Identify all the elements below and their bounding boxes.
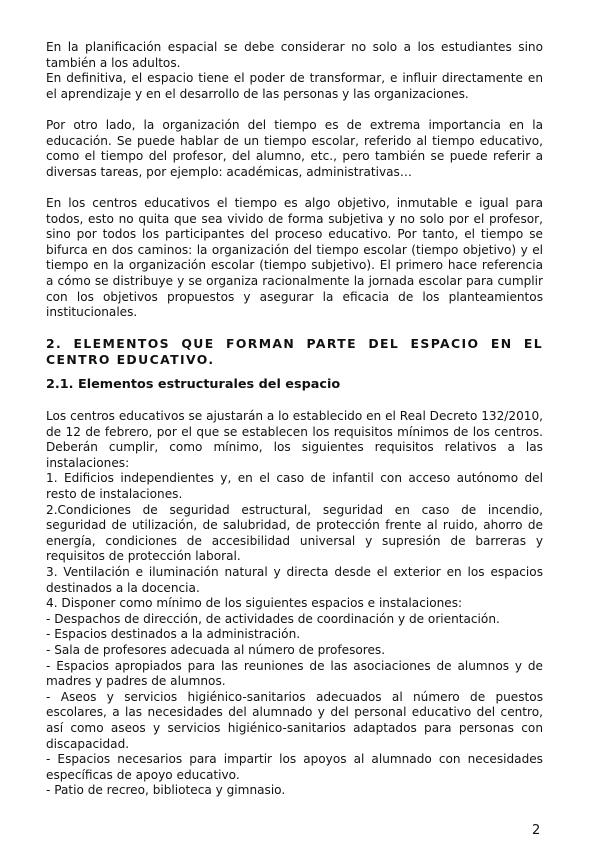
- list-item: 3. Ventilación e iluminación natural y directa desde el exterior en los espacios destinados a la docencia.: [46, 565, 543, 595]
- list-item: - Patio de recreo, biblioteca y gimnasio.: [46, 783, 286, 798]
- list-item: - Espacios necesarios para impartir los apoyos al alumnado con necesidades específicas de apoyo educativo.: [46, 752, 543, 782]
- list-item: 2.Condiciones de seguridad estructural, seguridad en caso de incendio, seguridad de utilización, de salubridad, de protección frente al ruido, ahorro de energía, condiciones de accesibilidad universal y supresión de barreras y requisitos de protección laboral.: [46, 502, 543, 564]
- list-item: 1. Edificios independientes y, en el caso de infantil con acceso autónomo del resto de instalaciones.: [46, 471, 543, 502]
- list-item: - Despachos de dirección, de actividades de coordinación y de orientación.: [46, 611, 500, 626]
- intro-paragraph-1: En la planificación espacial se debe considerar no solo a los estudiantes sino también a los adultos.: [46, 40, 543, 70]
- list-item: 4. Disponer como mínimo de los siguientes espacios e instalaciones:: [46, 596, 463, 611]
- centers-paragraph: En los centros educativos el tiempo es algo objetivo, inmutable e igual para todos, esto no quita que sea vivido de forma subjetiva y no solo por el profesor, sino por todos los participantes del proceso educativo. Por tanto, el tiempo se bifurca en dos caminos: la organización del tiempo escolar (tiempo objetivo) y el tiempo en la organización escolar (tiempo subjetivo). El primero hace referencia a cómo se distribuye y se organiza racionalmente la jornada escolar para cumplir con los objetivos propuestos y asegurar la eficacia de los planteamientos institucionales.: [46, 195, 543, 320]
- decree-paragraph: Los centros educativos se ajustarán a lo establecido en el Real Decreto 132/2010, de 12 de febrero, por el que se establecen los requisitos mínimos de los centros. Deberán cumplir, como mínimo, los siguientes requisitos relativos a las instalaciones:: [46, 409, 543, 470]
- document-page: [46, 40, 543, 799]
- list-item: - Espacios destinados a la administración.: [46, 627, 301, 642]
- time-paragraph: Por otro lado, la organización del tiempo es de extrema importancia en la educación. Se puede hablar de un tiempo escolar, referido al tiempo educativo, como el tiempo del profesor, del alumno, etc., pero también se puede referir a diversas tareas, por ejemplo: académicas, administrativas…: [46, 117, 543, 179]
- list-item: - Sala de profesores adecuada al número de profesores.: [46, 642, 386, 657]
- intro-paragraph-2: En definitiva, el espacio tiene el poder de transformar, e influir directamente en el aprendizaje y en el desarrollo de las personas y las organizaciones.: [46, 71, 543, 101]
- section-heading: 2. ELEMENTOS QUE FORMAN PARTE DEL ESPACIO EN EL CENTRO EDUCATIVO.: [46, 336, 543, 367]
- subsection-heading: 2.1. Elementos estructurales del espacio: [46, 377, 341, 393]
- list-item: - Espacios apropiados para las reuniones de las asociaciones de alumnos y de madres y padres de alumnos.: [46, 658, 543, 689]
- list-item: - Aseos y servicios higiénico-sanitarios adecuados al número de puestos escolares, a las necesidades del alumnado y del personal educativo del centro, así como aseos y servicios higiénico-sanitarios adaptados para personas con discapacidad.: [46, 689, 543, 751]
- page-number: 2: [532, 823, 541, 838]
